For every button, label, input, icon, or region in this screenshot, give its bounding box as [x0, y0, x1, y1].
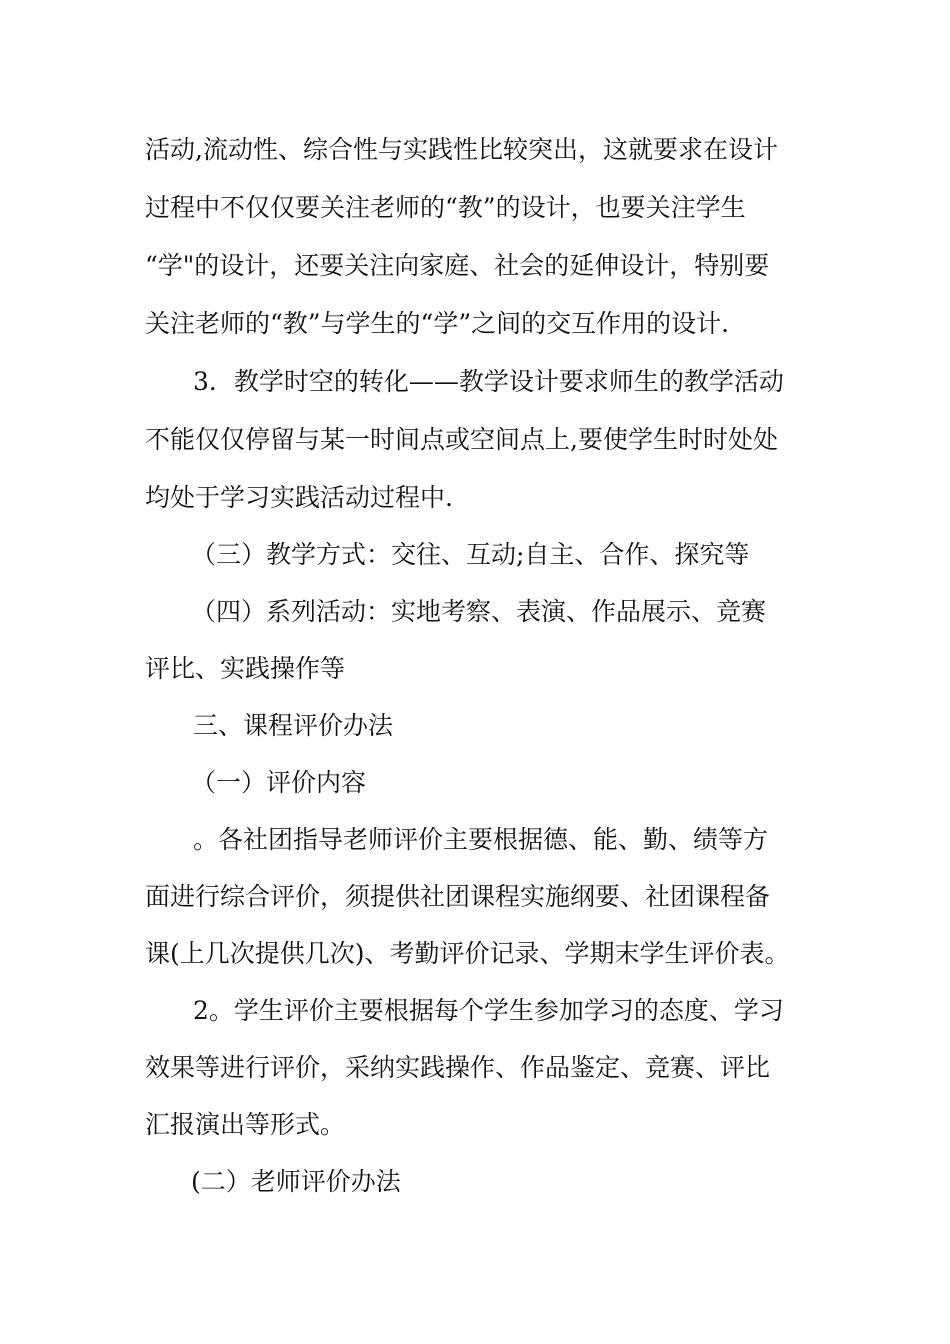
- body-text-line: 关注老师的“教”与学生的“学”之间的交互作用的设计.: [145, 309, 730, 338]
- subsection-heading: (二）老师评价办法: [191, 1167, 401, 1196]
- numbered-paragraph: 。各社团指导老师评价主要根据德、能、勤、绩等方: [193, 825, 769, 854]
- body-text-line: 不能仅仅停留与某一时间点或空间点上,要使学生时时处处: [145, 425, 778, 454]
- body-text-line: 活动,流动性、综合性与实践性比较突出，这就要求在设计: [145, 135, 778, 164]
- body-text-line: 汇报演出等形式。: [145, 1110, 346, 1139]
- body-text-line: 面进行综合评价，须提供社团课程实施纲要、社团课程备: [145, 882, 771, 911]
- section-heading: 三、课程评价办法: [193, 711, 394, 740]
- body-text-line: 过程中不仅仅要关注老师的“教”的设计，也要关注学生: [145, 193, 746, 222]
- numbered-paragraph: 2。学生评价主要根据每个学生参加学习的态度、学习: [193, 996, 784, 1025]
- subsection-heading: （四）系列活动：实地考察、表演、作品展示、竞赛: [191, 597, 767, 626]
- subsection-heading: （一）评价内容: [191, 768, 367, 797]
- body-text-line: 效果等进行评价，采纳实践操作、作品鉴定、竞赛、评比: [145, 1053, 771, 1082]
- body-text-line: “学"的设计，还要关注向家庭、社会的延伸设计，特别要: [145, 251, 770, 280]
- subsection-heading: （三）教学方式：交往、互动;自主、合作、探究等: [191, 540, 750, 569]
- numbered-paragraph: 3．教学时空的转化——教学设计要求师生的教学活动: [193, 367, 784, 396]
- body-text-line: 评比、实践操作等: [145, 654, 346, 683]
- body-text-line: 课(上几次提供几次)、考勤评价记录、学期末学生评价表。: [145, 939, 790, 968]
- body-text-line: 均处于学习实践活动过程中.: [145, 483, 453, 512]
